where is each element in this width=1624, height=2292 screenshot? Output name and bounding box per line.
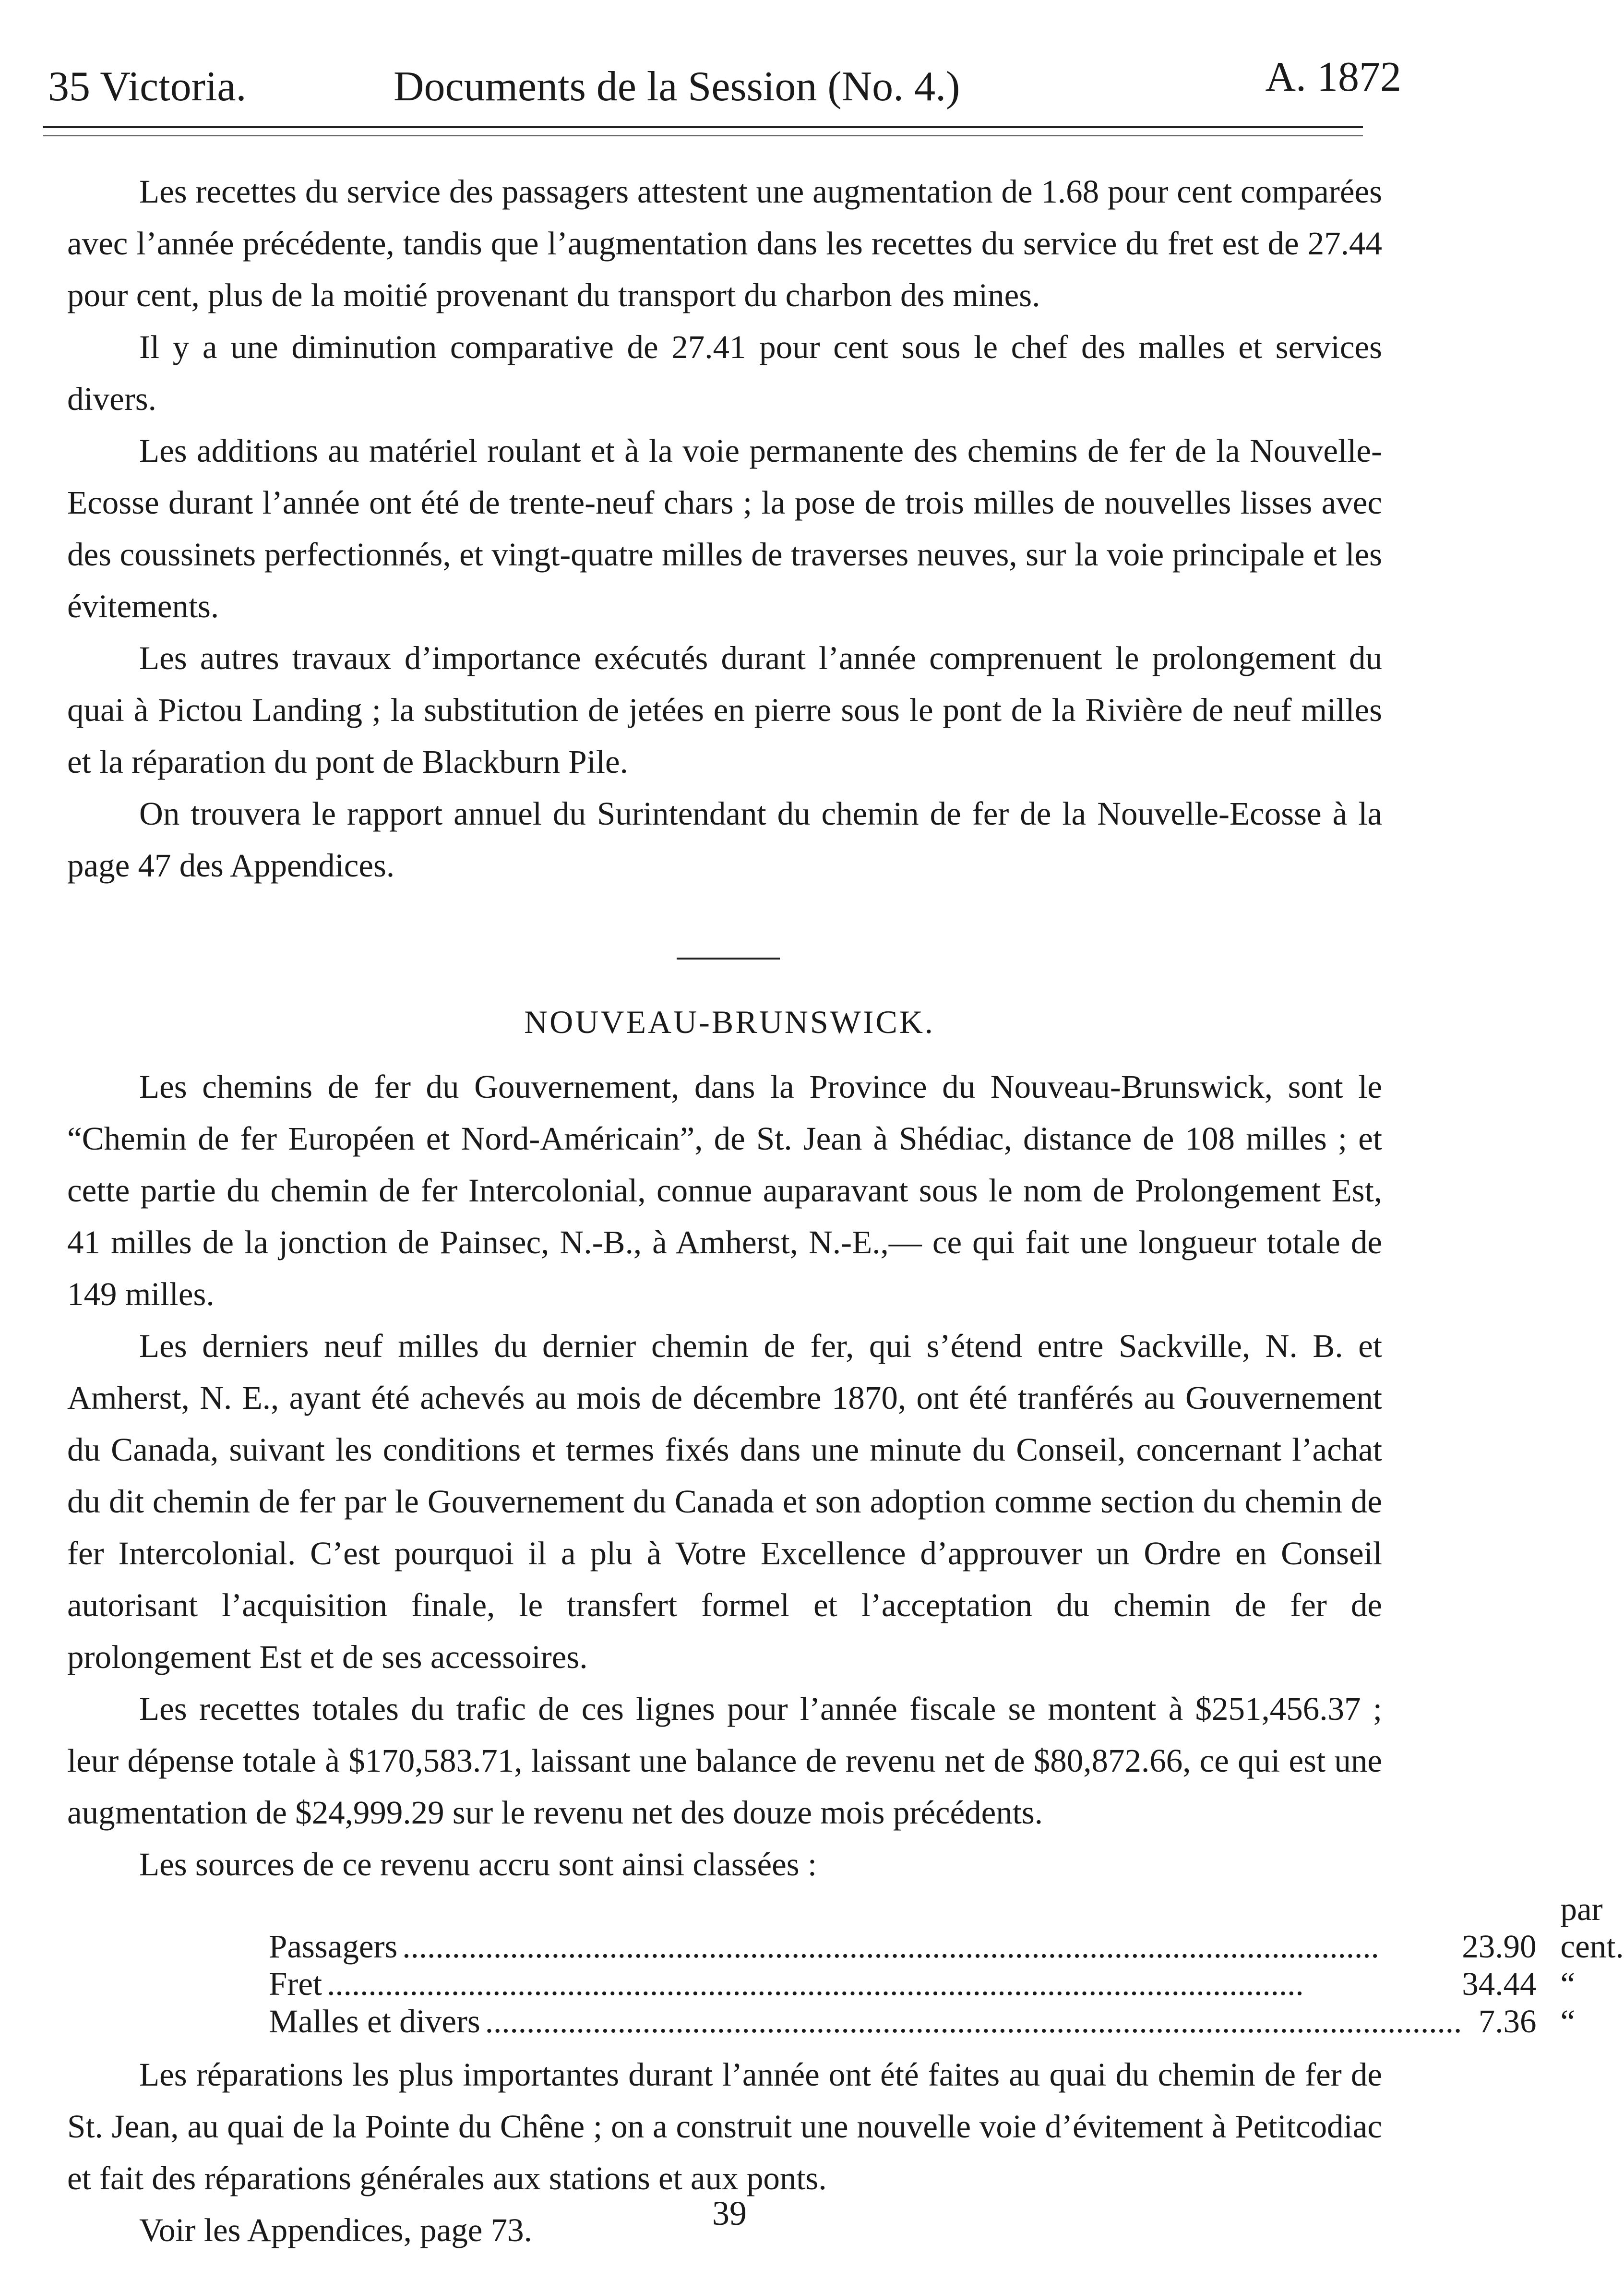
- new-brunswick-section: [67, 1061, 1624, 2256]
- paragraph: On trouvera le rapport annuel du Surintendant du chemin de fer de la Nouvelle-Ecosse à la page 47 des Appendices.: [67, 795, 1382, 884]
- paragraph: Il y a une diminution comparative de 27.41 pour cent sous le chef des malles et services divers.: [67, 329, 1382, 417]
- header-left: 35 Victoria.: [48, 63, 247, 110]
- section-divider: [677, 958, 780, 960]
- paragraph: Voir les Appendices, page 73.: [139, 2212, 532, 2248]
- dot-leader: ......................................................................................................................: [327, 1966, 1304, 2002]
- running-header: [43, 38, 1416, 110]
- paragraph: Les derniers neuf milles du dernier chemin de fer, qui s’étend entre Sackville, N. B. et Amherst, N. E., ayant été achevés au mois de décembre 1870, ont été tranférés au Gouvernement du Canada, suivant les conditions et termes fixés dans une minute du Conseil, concernant l’achat du dit chemin de fer par le Gouvernement du Canada et son adoption comme section du chemin de fer Intercolonial. C’est pourquoi il a plu à Votre Excellence d’approuver un Ordre en Conseil autorisant l’acquisition finale, le transfert formel et l’acceptation du chemin de fer de prolongement Est et de ses accessoires.: [67, 1328, 1382, 1675]
- header-rule-thin: [43, 135, 1363, 136]
- source-value: 34.44: [1462, 1966, 1537, 2002]
- source-label: Passagers: [269, 1928, 398, 1965]
- table-row: [269, 1890, 1624, 1965]
- paragraph: Les réparations les plus importantes durant l’année ont été faites au quai du chemin de fer de St. Jean, au quai de la Pointe du Chêne ; on a construit une nouvelle voie d’évitement à Petitcodiac et fait des réparations générales aux stations et aux ponts.: [67, 2056, 1382, 2196]
- page-number: 39: [712, 2194, 747, 2232]
- source-value: 7.36: [1478, 2003, 1537, 2040]
- paragraph: Les autres travaux d’importance exécutés durant l’année comprenuent le prolongement du quai à Pictou Landing ; la substitution de jetées en pierre sous le pont de la Rivière de neuf milles et la réparation du pont de Blackburn Pile.: [67, 640, 1382, 780]
- header-rule-thick: [43, 126, 1363, 128]
- paragraph: Les additions au matériel roulant et à la voie permanente des chemins de fer de la Nouvelle-Ecosse durant l’année ont été de trente-neuf chars ; la pose de trois milles de nouvelles lisses avec des coussinets perfectionnés, et vingt-quatre milles de traverses neuves, sur la voie principale et les évitements.: [67, 432, 1382, 624]
- header-center: Documents de la Session (No. 4.): [394, 63, 960, 110]
- source-label: Malles et divers: [269, 2003, 480, 2040]
- source-unit: “: [1560, 1966, 1576, 2002]
- dot-leader: ......................................................................................................................: [402, 1928, 1379, 1965]
- paragraph: Les recettes du service des passagers attestent une augmentation de 1.68 pour cent comparées avec l’année précédente, tandis que l’augmentation dans les recettes du service du fret est de 27.44 pour cent, plus de la moitié provenant du transport du charbon des mines.: [67, 173, 1382, 313]
- source-unit: “: [1560, 2003, 1576, 2040]
- header-right: A. 1872: [1265, 54, 1401, 100]
- source-label: Fret: [269, 1966, 322, 2002]
- table-row: [269, 2003, 1624, 2040]
- table-row: [269, 1965, 1624, 2003]
- source-unit: par cent.: [1560, 1891, 1624, 1965]
- nova-scotia-section: [67, 166, 1382, 891]
- source-value: 23.90: [1462, 1928, 1537, 1965]
- sources-intro: Les sources de ce revenu accru sont ainsi classées :: [139, 1846, 817, 1883]
- revenue-sources-table: [269, 1890, 1624, 2040]
- dot-leader: ......................................................................................................................: [485, 2003, 1462, 2040]
- section-title: NOUVEAU-BRUNSWICK.: [524, 1004, 935, 1040]
- paragraph: Les recettes totales du trafic de ces lignes pour l’année fiscale se montent à $251,456.37 ; leur dépense totale à $170,583.71, laissant une balance de revenu net de $80,872.66, ce qui est une augmentation de $24,999.29 sur le revenu net des douze mois précédents.: [67, 1691, 1382, 1831]
- paragraph: Les chemins de fer du Gouvernement, dans la Province du Nouveau-Brunswick, sont le “Chemin de fer Européen et Nord-Américain”, de St. Jean à Shédiac, distance de 108 milles ; et cette partie du chemin de fer Intercolonial, connue auparavant sous le nom de Prolongement Est, 41 milles de la jonction de Painsec, N.-B., à Amherst, N.-E.,— ce qui fait une longueur totale de 149 milles.: [67, 1068, 1382, 1312]
